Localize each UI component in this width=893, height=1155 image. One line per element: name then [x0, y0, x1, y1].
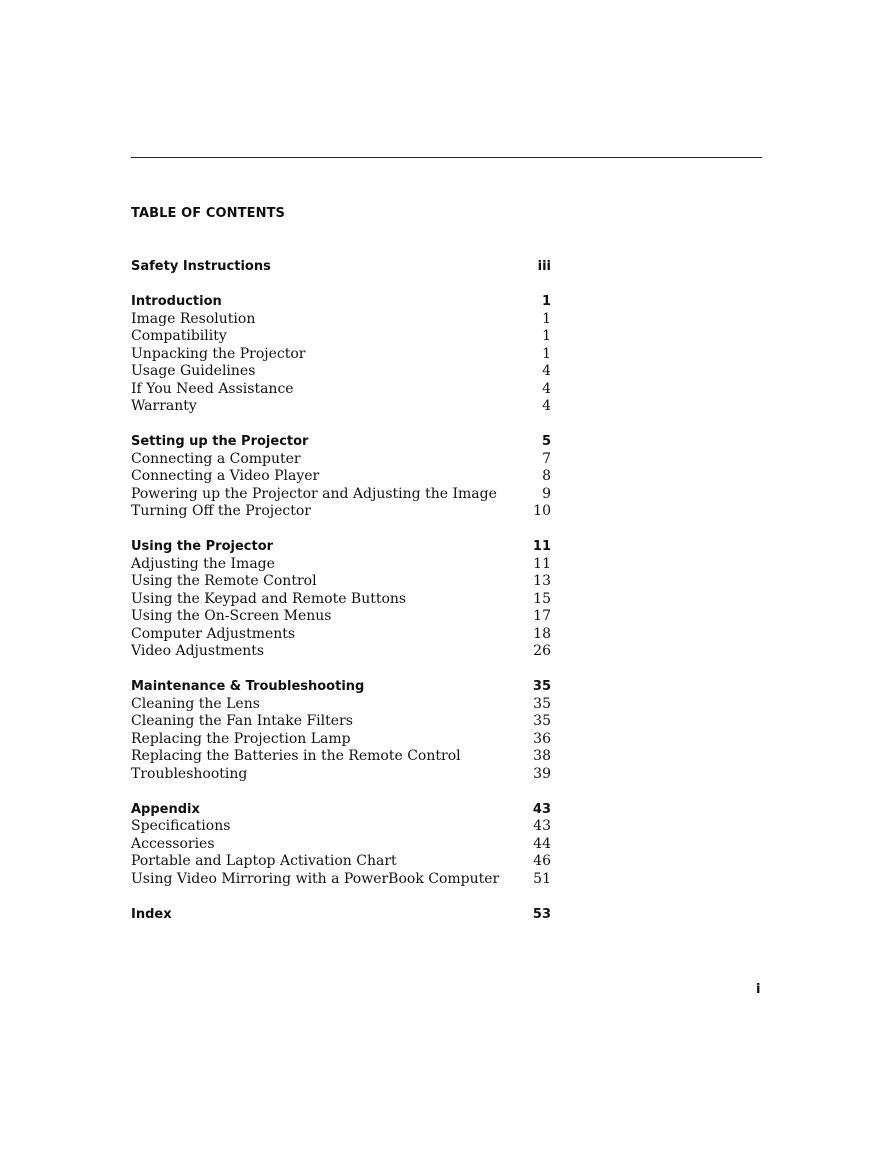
toc-entry[interactable] — [131, 713, 551, 731]
toc-entry[interactable] — [131, 363, 551, 381]
toc-section — [131, 293, 551, 416]
toc-heading-page: 53 — [532, 906, 551, 922]
toc-entry-page: 1 — [542, 345, 551, 362]
toc-entry-page: 36 — [533, 730, 551, 747]
toc-entry[interactable] — [131, 486, 551, 504]
toc-entry[interactable] — [131, 556, 551, 574]
toc-entry-page: 35 — [533, 713, 551, 729]
toc-entry[interactable] — [131, 328, 551, 346]
toc-entry-page: 4 — [542, 398, 551, 414]
toc-entry-page: 38 — [533, 748, 551, 764]
toc-entry[interactable] — [131, 853, 551, 871]
toc-entry[interactable] — [131, 591, 551, 609]
toc-entry[interactable] — [131, 748, 551, 766]
toc-heading-page: iii — [537, 259, 551, 274]
toc-entry-title: Troubleshooting — [131, 765, 248, 782]
toc-entry-title: Replacing the Batteries in the Remote Control — [131, 748, 461, 764]
toc-entry-title: Using Video Mirroring with a PowerBook Computer — [131, 870, 500, 887]
toc-section — [131, 538, 551, 661]
toc-entry-page: 11 — [533, 555, 551, 572]
toc-heading-page: 5 — [541, 434, 551, 449]
toc-entry[interactable] — [131, 503, 551, 521]
toc-heading-title: Index — [131, 906, 172, 922]
toc-entry[interactable] — [131, 468, 551, 486]
toc-section — [131, 678, 551, 783]
toc-entry-page: 9 — [542, 485, 551, 502]
toc-heading-title: Maintenance & Troubleshooting — [131, 679, 365, 694]
toc-entry[interactable] — [131, 766, 551, 784]
toc-entry-page: 1 — [542, 328, 551, 344]
toc-section-heading[interactable] — [131, 906, 551, 924]
toc-entry[interactable] — [131, 398, 551, 416]
toc-entry-title: Powering up the Projector and Adjusting the Image — [131, 485, 497, 502]
toc-entry-title: Image Resolution — [131, 310, 256, 327]
toc-section-heading[interactable] — [131, 801, 551, 819]
table-of-contents — [131, 258, 551, 941]
toc-heading-page: 1 — [541, 294, 551, 309]
header-rule — [131, 157, 762, 158]
toc-entry-page: 10 — [533, 503, 551, 519]
toc-entry-title: Turning Off the Projector — [131, 503, 311, 519]
toc-entry-title: Warranty — [131, 398, 197, 414]
toc-heading-page: 43 — [532, 801, 551, 817]
toc-entry[interactable] — [131, 451, 551, 469]
toc-entry-title: Accessories — [131, 835, 215, 852]
toc-entry[interactable] — [131, 731, 551, 749]
toc-entry-title: Video Adjustments — [131, 643, 265, 659]
toc-section-heading[interactable] — [131, 433, 551, 451]
toc-heading-page: 11 — [532, 539, 551, 554]
toc-heading-title: Setting up the Projector — [131, 434, 309, 449]
toc-section-heading[interactable] — [131, 293, 551, 311]
toc-entry-page: 1 — [542, 310, 551, 327]
toc-entry-page: 35 — [533, 695, 551, 712]
toc-heading-title: Introduction — [131, 294, 222, 309]
toc-section-heading[interactable] — [131, 678, 551, 696]
toc-heading-page: 35 — [532, 679, 551, 694]
toc-entry-page: 44 — [533, 835, 551, 852]
toc-entry-page: 26 — [533, 643, 551, 659]
toc-entry[interactable] — [131, 818, 551, 836]
toc-heading-title: Appendix — [131, 801, 200, 817]
toc-entry-title: Portable and Laptop Activation Chart — [131, 853, 397, 869]
toc-entry-title: Connecting a Video Player — [131, 468, 320, 484]
toc-entry-title: If You Need Assistance — [131, 380, 294, 397]
toc-entry-title: Computer Adjustments — [131, 625, 296, 642]
toc-entry-page: 13 — [533, 573, 551, 589]
toc-entry-title: Unpacking the Projector — [131, 345, 306, 362]
toc-entry-title: Cleaning the Lens — [131, 695, 260, 712]
toc-entry-page: 39 — [533, 765, 551, 782]
toc-entry-page: 7 — [542, 450, 551, 467]
toc-entry-title: Using the Remote Control — [131, 573, 317, 589]
toc-entry-page: 51 — [533, 870, 551, 887]
toc-entry-page: 17 — [533, 608, 551, 624]
toc-entry[interactable] — [131, 626, 551, 644]
toc-entry-title: Specifications — [131, 818, 231, 834]
toc-entry[interactable] — [131, 696, 551, 714]
toc-entry-title: Connecting a Computer — [131, 450, 301, 467]
toc-entry[interactable] — [131, 346, 551, 364]
toc-entry-page: 4 — [542, 363, 551, 379]
toc-heading-title: Safety Instructions — [131, 259, 271, 274]
page-title: TABLE OF CONTENTS — [131, 206, 286, 221]
toc-entry[interactable] — [131, 311, 551, 329]
toc-section — [131, 258, 551, 276]
toc-entry-title: Adjusting the Image — [131, 555, 275, 572]
toc-section — [131, 906, 551, 924]
toc-entry-page: 43 — [533, 818, 551, 834]
toc-entry-title: Replacing the Projection Lamp — [131, 730, 351, 747]
toc-entry[interactable] — [131, 871, 551, 889]
toc-entry-page: 8 — [542, 468, 551, 484]
toc-entry-page: 18 — [533, 625, 551, 642]
toc-section-heading[interactable] — [131, 258, 551, 276]
toc-entry-title: Using the Keypad and Remote Buttons — [131, 590, 407, 607]
toc-entry-page: 15 — [533, 590, 551, 607]
toc-entry[interactable] — [131, 836, 551, 854]
toc-entry-title: Using the On-Screen Menus — [131, 608, 332, 624]
toc-section — [131, 433, 551, 521]
toc-entry-title: Compatibility — [131, 328, 227, 344]
toc-heading-title: Using the Projector — [131, 539, 274, 554]
toc-entry-title: Cleaning the Fan Intake Filters — [131, 713, 353, 729]
page-number: i — [756, 982, 761, 997]
toc-entry-title: Usage Guidelines — [131, 363, 256, 379]
toc-section-heading[interactable] — [131, 538, 551, 556]
toc-entry[interactable] — [131, 573, 551, 591]
toc-entry[interactable] — [131, 643, 551, 661]
toc-entry[interactable] — [131, 608, 551, 626]
toc-section — [131, 801, 551, 889]
toc-entry[interactable] — [131, 381, 551, 399]
toc-entry-page: 4 — [542, 380, 551, 397]
toc-entry-page: 46 — [533, 853, 551, 869]
